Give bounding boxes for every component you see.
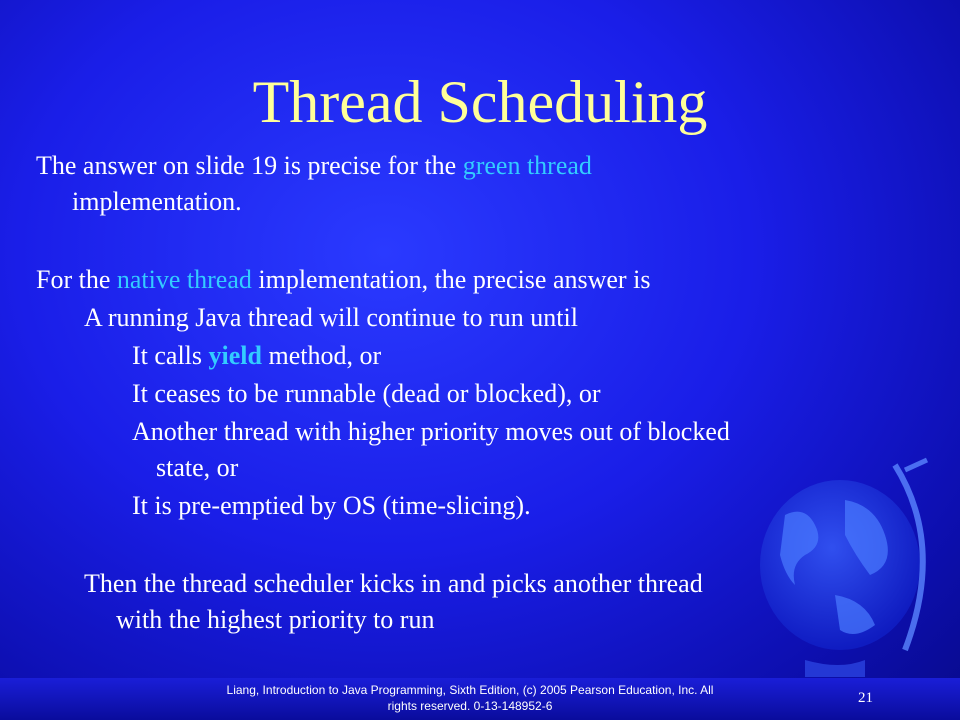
globe-graphic xyxy=(745,455,945,685)
body-line-6-cont: state, or xyxy=(156,453,239,482)
footer-copyright xyxy=(170,682,770,714)
footer-line-1: Liang, Introduction to Java Programming, Sixth Edition, (c) 2005 Pearson Education, Inc. All xyxy=(226,683,714,697)
yield-keyword: yield xyxy=(208,341,262,370)
body-line-8-cont: with the highest priority to run xyxy=(116,605,435,634)
body-line-1: The answer on slide 19 is precise for the green thread xyxy=(36,151,592,180)
body-line-8: Then the thread scheduler kicks in and picks another thread xyxy=(84,569,703,598)
body-line-1-cont: implementation. xyxy=(72,187,242,216)
body-line-6: Another thread with higher priority moves out of blocked xyxy=(132,417,730,446)
body-line-3: A running Java thread will continue to run until xyxy=(84,303,578,332)
native-thread-term: native thread xyxy=(116,265,252,294)
body-line-5: It ceases to be runnable (dead or blocked), or xyxy=(132,379,601,408)
body-line-2: For the native thread implementation, the precise answer is xyxy=(36,265,651,294)
slide-title: Thread Scheduling xyxy=(252,69,708,135)
body-line-4: It calls yield method, or xyxy=(132,341,382,370)
footer-line-2: rights reserved. 0-13-148952-6 xyxy=(387,699,553,713)
page-number: 21 xyxy=(858,690,873,706)
body-line-7: It is pre-emptied by OS (time-slicing). xyxy=(132,491,531,520)
green-thread-term: green thread xyxy=(462,151,592,180)
